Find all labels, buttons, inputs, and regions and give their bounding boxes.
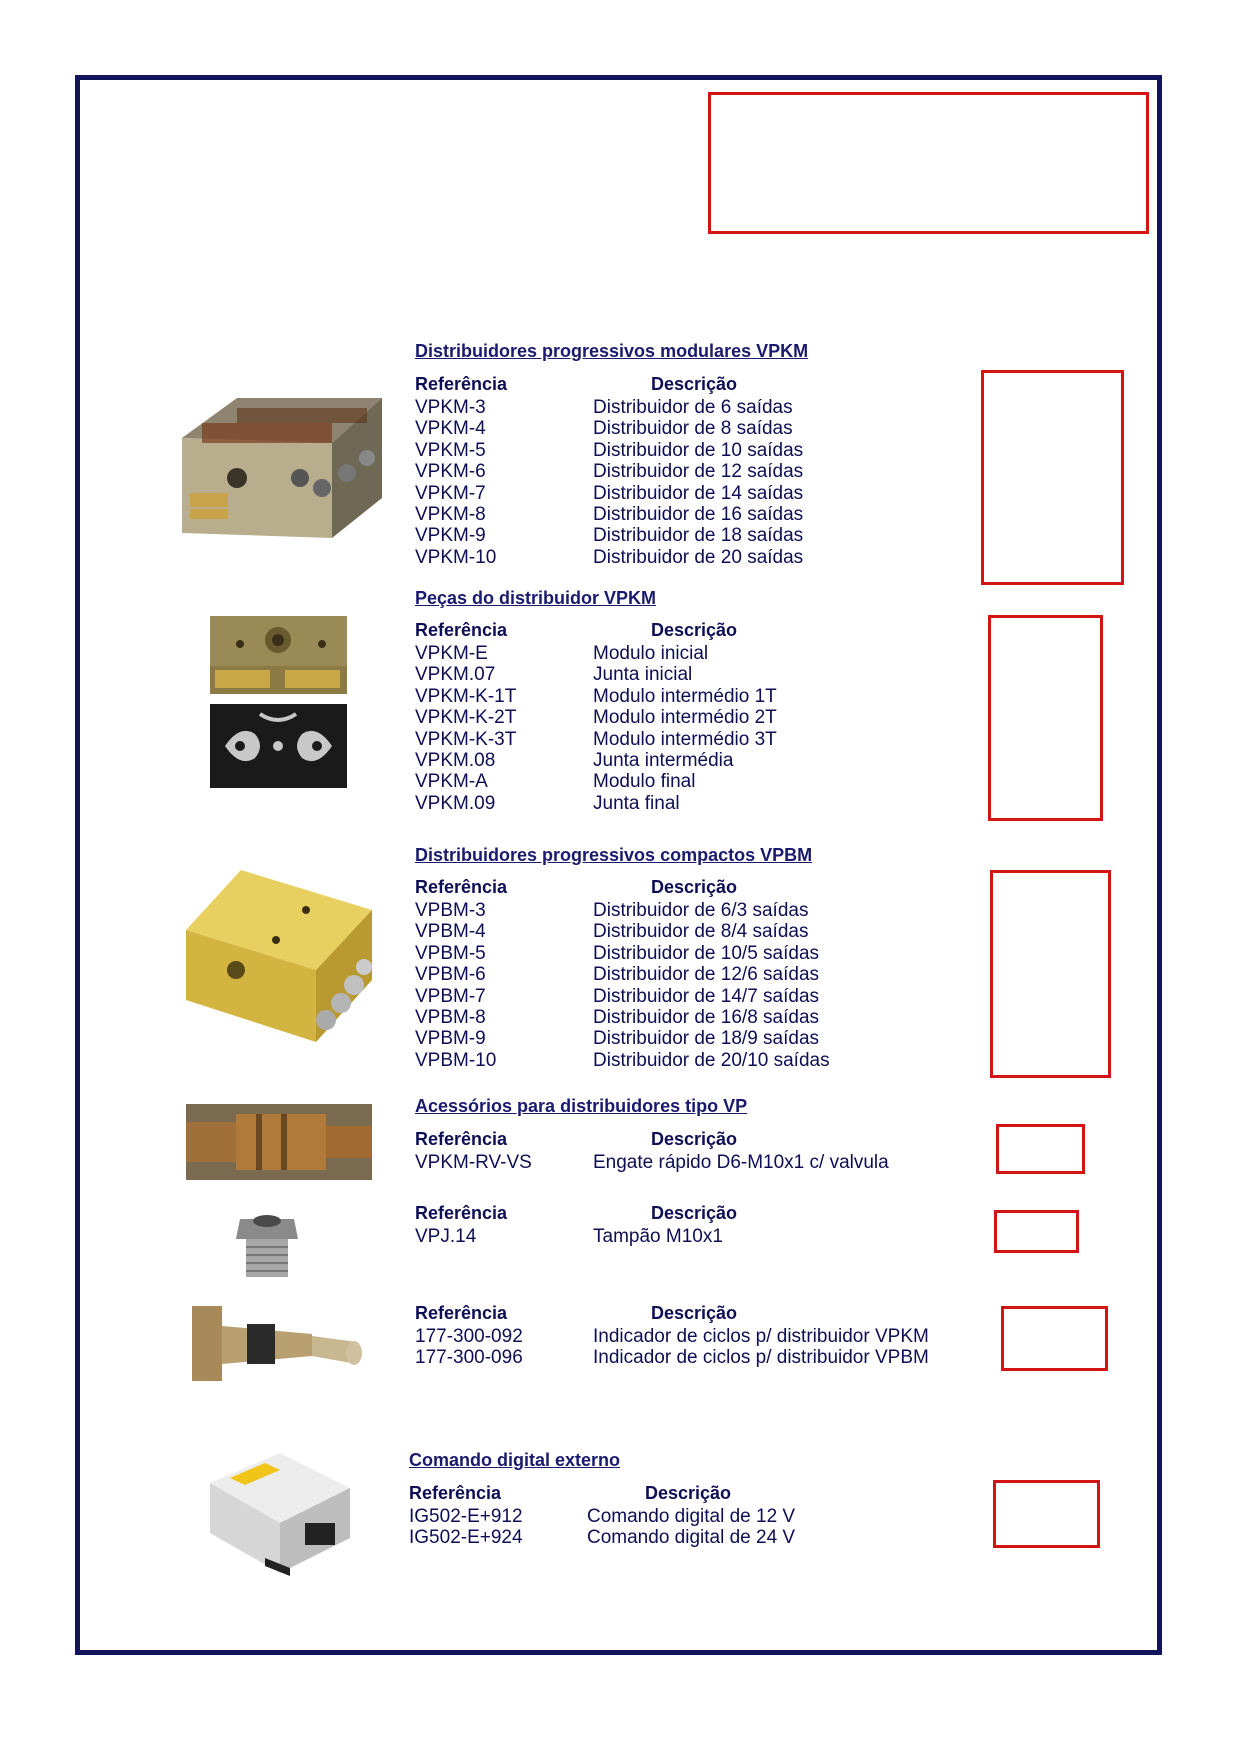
desc-header: Descrição (651, 877, 738, 897)
desc-cell: Modulo final (593, 771, 696, 793)
table-row (415, 483, 803, 504)
ref-cell: VPKM-6 (415, 461, 486, 483)
ref-cell: VPBM-3 (415, 900, 486, 921)
table-row (415, 504, 803, 525)
section-title-acessorios: Acessórios para distribuidores tipo VP (415, 1096, 748, 1116)
ref-header: Referência (415, 1303, 508, 1323)
desc-header: Descrição (651, 374, 738, 394)
desc-header: Descrição (645, 1483, 732, 1503)
desc-cell: Distribuidor de 12 saídas (593, 461, 804, 483)
section-title-vpbm: Distribuidores progressivos compactos VPBM (415, 845, 813, 865)
table-row (415, 525, 803, 546)
ref-header: Referência (415, 877, 508, 897)
ref-cell: VPKM-5 (415, 439, 486, 461)
ref-cell: VPKM-K-1T (415, 685, 517, 707)
desc-cell: Junta final (593, 792, 680, 814)
ref-header: Referência (415, 620, 508, 640)
vpkm-gasket-photo (210, 704, 347, 788)
table-row (415, 418, 803, 439)
table-row (415, 440, 803, 461)
ref-cell: VPBM-6 (415, 964, 486, 986)
table-row (415, 729, 777, 750)
desc-header: Descrição (651, 1203, 738, 1223)
table-row (415, 1326, 929, 1347)
table-acessorios (415, 1152, 889, 1173)
ref-cell: VPBM-4 (415, 921, 486, 943)
ref-cell: VPJ.14 (415, 1226, 477, 1247)
desc-cell: Comando digital de 12 V (587, 1506, 796, 1527)
vpbm-distributor-photo (186, 870, 372, 1042)
desc-cell: Distribuidor de 16 saídas (593, 504, 804, 526)
ref-cell: VPBM-9 (415, 1028, 486, 1050)
ref-cell: VPBM-5 (415, 942, 486, 964)
price-box (988, 615, 1103, 821)
table-row (415, 664, 777, 685)
price-box (996, 1124, 1085, 1174)
table-row (415, 986, 830, 1007)
table-tampao (415, 1226, 723, 1247)
ref-cell: VPKM-RV-VS (415, 1152, 532, 1173)
price-box (981, 370, 1124, 585)
table-row (415, 1050, 830, 1071)
desc-header: Descrição (651, 620, 738, 640)
ref-header: Referência (415, 1129, 508, 1149)
desc-cell: Tampão M10x1 (593, 1226, 723, 1247)
section-title-pecas: Peças do distribuidor VPKM (415, 588, 657, 608)
desc-header: Descrição (651, 1303, 738, 1323)
ref-cell: VPKM.08 (415, 750, 496, 772)
ref-cell: VPKM-K-2T (415, 707, 517, 729)
table-row (415, 1226, 723, 1247)
header-placeholder-box (708, 92, 1149, 234)
desc-cell: Distribuidor de 16/8 saídas (593, 1007, 820, 1029)
table-row (415, 707, 777, 728)
ref-cell: VPKM-3 (415, 397, 486, 418)
desc-cell: Distribuidor de 6 saídas (593, 397, 793, 418)
table-vpkm (415, 397, 803, 568)
ref-cell: 177-300-092 (415, 1326, 523, 1347)
cycle-indicator-photo (192, 1306, 364, 1381)
ref-header: Referência (409, 1483, 502, 1503)
ref-cell: VPBM-10 (415, 1049, 497, 1071)
table-row (415, 793, 777, 814)
table-row (415, 964, 830, 985)
ref-cell: VPKM.07 (415, 664, 496, 686)
desc-cell: Modulo intermédio 2T (593, 707, 777, 729)
table-row (409, 1506, 795, 1527)
plug-photo (232, 1209, 302, 1281)
ref-cell: VPKM-9 (415, 525, 486, 547)
table-pecas (415, 643, 777, 814)
desc-cell: Indicador de ciclos p/ distribuidor VPBM (593, 1347, 929, 1369)
ref-cell: VPKM-7 (415, 482, 486, 504)
price-box (993, 1480, 1100, 1548)
desc-cell: Modulo inicial (593, 643, 709, 664)
table-indicador (415, 1326, 929, 1369)
price-box (1001, 1306, 1108, 1371)
table-row (415, 1347, 929, 1368)
table-row (415, 943, 830, 964)
section-title-vpkm: Distribuidores progressivos modulares VPKM (415, 341, 809, 361)
desc-cell: Distribuidor de 10 saídas (593, 439, 804, 461)
ref-cell: VPBM-7 (415, 985, 486, 1007)
ref-cell: VPKM-A (415, 771, 488, 793)
table-row (415, 1007, 830, 1028)
desc-cell: Distribuidor de 20 saídas (593, 546, 804, 568)
ref-cell: VPKM-4 (415, 418, 486, 440)
desc-header: Descrição (651, 1129, 738, 1149)
ref-header: Referência (415, 1203, 508, 1223)
table-row (415, 921, 830, 942)
desc-cell: Distribuidor de 20/10 saídas (593, 1049, 830, 1071)
desc-cell: Distribuidor de 12/6 saídas (593, 964, 820, 986)
table-row (415, 771, 777, 792)
price-box (990, 870, 1111, 1078)
table-row (415, 643, 777, 664)
desc-cell: Indicador de ciclos p/ distribuidor VPKM (593, 1326, 929, 1347)
ref-cell: VPKM-10 (415, 546, 497, 568)
desc-cell: Comando digital de 24 V (587, 1527, 796, 1549)
ref-cell: VPKM.09 (415, 792, 496, 814)
ref-cell: 177-300-096 (415, 1347, 523, 1369)
desc-cell: Distribuidor de 8/4 saídas (593, 921, 809, 943)
ref-cell: VPKM-8 (415, 504, 486, 526)
desc-cell: Distribuidor de 14/7 saídas (593, 985, 820, 1007)
ref-cell: IG502-E+912 (409, 1506, 523, 1527)
ref-header: Referência (415, 374, 508, 394)
table-row (415, 750, 777, 771)
desc-cell: Distribuidor de 18/9 saídas (593, 1028, 820, 1050)
table-comando (409, 1506, 795, 1549)
table-row (415, 1028, 830, 1049)
table-row (415, 397, 803, 418)
digital-controller-photo (205, 1448, 355, 1578)
ref-cell: IG502-E+924 (409, 1527, 523, 1549)
table-row (415, 547, 803, 568)
table-row (415, 900, 830, 921)
vpkm-distributor-photo (182, 383, 382, 538)
desc-cell: Junta inicial (593, 664, 693, 686)
vpkm-module-photo (210, 616, 347, 694)
table-row (409, 1527, 795, 1548)
desc-cell: Distribuidor de 14 saídas (593, 482, 804, 504)
table-vpbm (415, 900, 830, 1071)
quick-coupling-photo (186, 1104, 372, 1180)
table-row (415, 686, 777, 707)
price-box (994, 1210, 1079, 1253)
table-row (415, 1152, 889, 1173)
desc-cell: Modulo intermédio 1T (593, 685, 777, 707)
desc-cell: Junta intermédia (593, 750, 734, 772)
desc-cell: Modulo intermédio 3T (593, 728, 777, 750)
ref-cell: VPBM-8 (415, 1007, 486, 1029)
ref-cell: VPKM-K-3T (415, 728, 517, 750)
desc-cell: Distribuidor de 6/3 saídas (593, 900, 809, 921)
desc-cell: Engate rápido D6-M10x1 c/ valvula (593, 1152, 889, 1173)
desc-cell: Distribuidor de 8 saídas (593, 418, 793, 440)
desc-cell: Distribuidor de 18 saídas (593, 525, 804, 547)
desc-cell: Distribuidor de 10/5 saídas (593, 942, 820, 964)
table-row (415, 461, 803, 482)
ref-cell: VPKM-E (415, 643, 488, 664)
section-title-comando: Comando digital externo (409, 1450, 621, 1470)
